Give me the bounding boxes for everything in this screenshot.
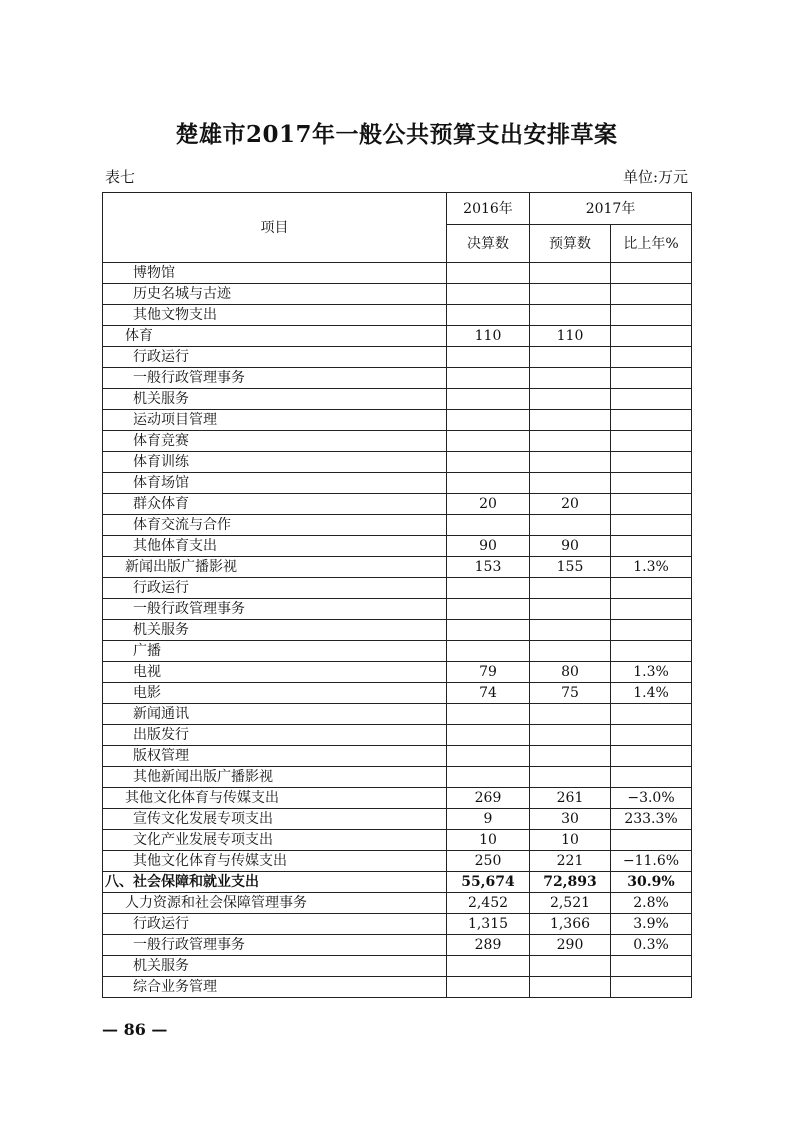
table-row [103, 536, 692, 557]
row-change-value [611, 410, 692, 431]
row-budget-value [530, 263, 611, 284]
row-item-name: 一般行政管理事务 [103, 599, 447, 620]
row-change-value [611, 515, 692, 536]
row-final-value: 269 [447, 788, 530, 809]
table-row [103, 494, 692, 515]
row-item-name: 电视 [103, 662, 447, 683]
row-budget-value [530, 641, 611, 662]
row-budget-value: 1,366 [530, 914, 611, 935]
row-budget-value: 290 [530, 935, 611, 956]
row-budget-value [530, 452, 611, 473]
header-2017: 2017年 [530, 193, 692, 225]
row-change-value [611, 725, 692, 746]
table-row [103, 956, 692, 977]
row-final-value: 153 [447, 557, 530, 578]
row-budget-value [530, 725, 611, 746]
row-change-value: 2.8% [611, 893, 692, 914]
budget-table [102, 192, 692, 998]
row-budget-value: 90 [530, 536, 611, 557]
row-budget-value [530, 389, 611, 410]
row-item-name: 历史名城与古迹 [103, 284, 447, 305]
header-change: 比上年% [611, 225, 692, 263]
row-budget-value: 30 [530, 809, 611, 830]
row-final-value: 2,452 [447, 893, 530, 914]
row-budget-value [530, 515, 611, 536]
table-row [103, 935, 692, 956]
row-final-value: 20 [447, 494, 530, 515]
table-row [103, 830, 692, 851]
table-row [103, 599, 692, 620]
row-change-value [611, 473, 692, 494]
table-row [103, 851, 692, 872]
row-item-name: 其他体育支出 [103, 536, 447, 557]
row-budget-value [530, 473, 611, 494]
table-row [103, 452, 692, 473]
page-number: — 86 — [102, 1020, 168, 1039]
row-change-value [611, 599, 692, 620]
row-item-name: 体育场馆 [103, 473, 447, 494]
row-final-value: 9 [447, 809, 530, 830]
row-budget-value: 2,521 [530, 893, 611, 914]
row-item-name: 电影 [103, 683, 447, 704]
row-final-value [447, 641, 530, 662]
table-row [103, 977, 692, 998]
row-budget-value: 72,893 [530, 872, 611, 893]
row-final-value: 55,674 [447, 872, 530, 893]
page-title: 楚雄市2017年一般公共预算支出安排草案 [175, 121, 618, 148]
row-change-value [611, 704, 692, 725]
row-budget-value [530, 599, 611, 620]
row-final-value [447, 599, 530, 620]
row-change-value [611, 305, 692, 326]
row-final-value [447, 725, 530, 746]
table-row [103, 620, 692, 641]
row-change-value [611, 431, 692, 452]
table-row [103, 788, 692, 809]
row-final-value: 250 [447, 851, 530, 872]
row-budget-value: 10 [530, 830, 611, 851]
row-item-name: 运动项目管理 [103, 410, 447, 431]
row-change-value [611, 536, 692, 557]
row-item-name: 行政运行 [103, 347, 447, 368]
row-item-name: 其他新闻出版广播影视 [103, 767, 447, 788]
row-final-value: 289 [447, 935, 530, 956]
row-item-name: 体育 [103, 326, 447, 347]
row-budget-value [530, 620, 611, 641]
row-final-value [447, 263, 530, 284]
row-final-value [447, 389, 530, 410]
row-change-value [611, 263, 692, 284]
row-change-value: 1.3% [611, 557, 692, 578]
row-final-value [447, 515, 530, 536]
header-budget: 预算数 [530, 225, 611, 263]
row-item-name: 其他文化体育与传媒支出 [103, 851, 447, 872]
row-final-value: 1,315 [447, 914, 530, 935]
row-change-value [611, 956, 692, 977]
row-item-name: 新闻出版广播影视 [103, 557, 447, 578]
row-budget-value: 221 [530, 851, 611, 872]
table-row [103, 746, 692, 767]
row-budget-value [530, 977, 611, 998]
row-final-value: 90 [447, 536, 530, 557]
row-budget-value [530, 347, 611, 368]
table-row [103, 284, 692, 305]
row-item-name: 版权管理 [103, 746, 447, 767]
row-item-name: 新闻通讯 [103, 704, 447, 725]
header-final: 决算数 [447, 225, 530, 263]
row-item-name: 出版发行 [103, 725, 447, 746]
row-change-value [611, 620, 692, 641]
table-row [103, 347, 692, 368]
table-row [103, 263, 692, 284]
row-budget-value [530, 305, 611, 326]
row-budget-value: 75 [530, 683, 611, 704]
table-body [103, 263, 692, 998]
table-row [103, 515, 692, 536]
table-row [103, 473, 692, 494]
row-change-value [611, 326, 692, 347]
row-final-value [447, 620, 530, 641]
table-row [103, 704, 692, 725]
row-final-value [447, 746, 530, 767]
row-final-value [447, 767, 530, 788]
row-item-name: 文化产业发展专项支出 [103, 830, 447, 851]
table-row [103, 410, 692, 431]
row-item-name: 综合业务管理 [103, 977, 447, 998]
row-final-value: 74 [447, 683, 530, 704]
table-row [103, 683, 692, 704]
row-change-value: 0.3% [611, 935, 692, 956]
row-budget-value: 80 [530, 662, 611, 683]
row-budget-value [530, 704, 611, 725]
row-change-value: 30.9% [611, 872, 692, 893]
table-row [103, 326, 692, 347]
row-final-value [447, 431, 530, 452]
row-change-value [611, 284, 692, 305]
row-item-name: 其他文物支出 [103, 305, 447, 326]
row-item-name: 广播 [103, 641, 447, 662]
table-label: 表七 [105, 168, 136, 186]
unit-label: 单位:万元 [622, 168, 688, 186]
row-change-value [611, 347, 692, 368]
row-change-value [611, 830, 692, 851]
row-item-name: 机关服务 [103, 389, 447, 410]
row-change-value [611, 368, 692, 389]
row-change-value [611, 977, 692, 998]
row-budget-value [530, 956, 611, 977]
row-change-value: 1.4% [611, 683, 692, 704]
table-row [103, 578, 692, 599]
row-final-value [447, 704, 530, 725]
row-item-name: 群众体育 [103, 494, 447, 515]
table-row [103, 431, 692, 452]
table-row [103, 662, 692, 683]
table-row [103, 389, 692, 410]
row-budget-value: 261 [530, 788, 611, 809]
table-row [103, 872, 692, 893]
row-change-value [611, 389, 692, 410]
row-item-name: 机关服务 [103, 956, 447, 977]
row-final-value [447, 452, 530, 473]
table-row [103, 641, 692, 662]
row-item-name: 宣传文化发展专项支出 [103, 809, 447, 830]
row-budget-value: 110 [530, 326, 611, 347]
row-item-name: 体育交流与合作 [103, 515, 447, 536]
row-final-value [447, 578, 530, 599]
row-item-name: 其他文化体育与传媒支出 [103, 788, 447, 809]
row-item-name: 博物馆 [103, 263, 447, 284]
row-change-value [611, 746, 692, 767]
header-2016: 2016年 [447, 193, 530, 225]
row-change-value [611, 767, 692, 788]
row-item-name: 体育训练 [103, 452, 447, 473]
header-item: 项目 [103, 193, 447, 263]
row-final-value [447, 977, 530, 998]
row-budget-value [530, 431, 611, 452]
row-final-value [447, 305, 530, 326]
row-budget-value [530, 578, 611, 599]
row-change-value: 3.9% [611, 914, 692, 935]
row-item-name: 行政运行 [103, 914, 447, 935]
row-change-value [611, 641, 692, 662]
table-row [103, 809, 692, 830]
row-final-value: 79 [447, 662, 530, 683]
table-row [103, 305, 692, 326]
row-item-name: 一般行政管理事务 [103, 935, 447, 956]
row-final-value: 110 [447, 326, 530, 347]
row-final-value [447, 347, 530, 368]
table-row [103, 725, 692, 746]
row-budget-value: 20 [530, 494, 611, 515]
table-row [103, 368, 692, 389]
row-budget-value [530, 368, 611, 389]
row-budget-value: 155 [530, 557, 611, 578]
row-budget-value [530, 746, 611, 767]
row-change-value: −11.6% [611, 851, 692, 872]
row-final-value [447, 368, 530, 389]
row-final-value [447, 284, 530, 305]
row-budget-value [530, 410, 611, 431]
row-final-value [447, 410, 530, 431]
row-change-value [611, 578, 692, 599]
table-row [103, 893, 692, 914]
row-item-name: 八、社会保障和就业支出 [103, 872, 447, 893]
row-change-value: 233.3% [611, 809, 692, 830]
table-row [103, 767, 692, 788]
row-change-value: −3.0% [611, 788, 692, 809]
row-budget-value [530, 767, 611, 788]
row-item-name: 人力资源和社会保障管理事务 [103, 893, 447, 914]
row-change-value: 1.3% [611, 662, 692, 683]
row-final-value: 10 [447, 830, 530, 851]
row-final-value [447, 956, 530, 977]
row-item-name: 行政运行 [103, 578, 447, 599]
table-row [103, 557, 692, 578]
row-final-value [447, 473, 530, 494]
row-change-value [611, 452, 692, 473]
table-row [103, 914, 692, 935]
row-item-name: 一般行政管理事务 [103, 368, 447, 389]
row-item-name: 体育竞赛 [103, 431, 447, 452]
row-change-value [611, 494, 692, 515]
row-item-name: 机关服务 [103, 620, 447, 641]
row-budget-value [530, 284, 611, 305]
